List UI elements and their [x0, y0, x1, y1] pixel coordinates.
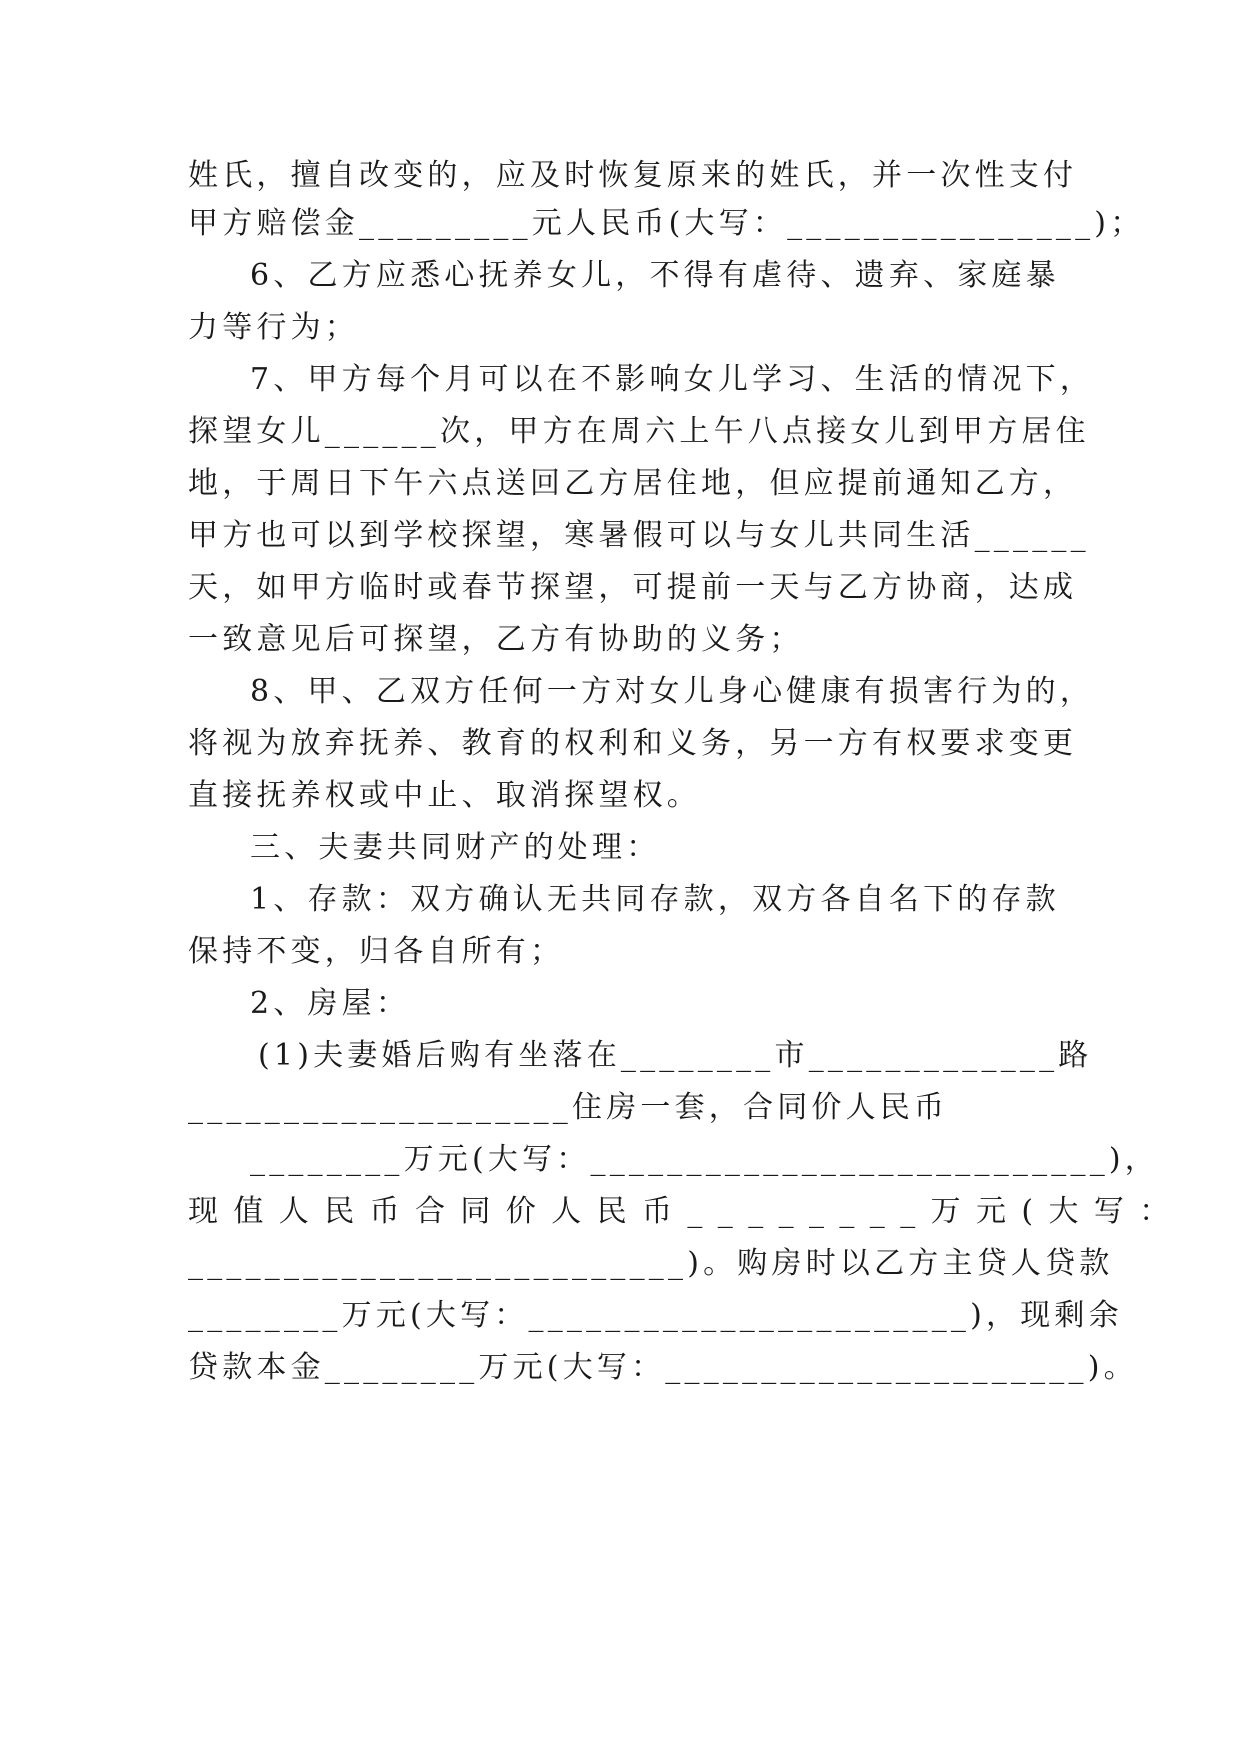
text-line: ____________________住房一套，合同价人民币: [188, 1090, 949, 1125]
text-line: ________万元(大写：___________________________)，: [250, 1142, 1160, 1177]
text-line: 甲方也可以到学校探望，寒暑假可以与女儿共同生活______: [188, 518, 1090, 553]
text-line: 8、甲、乙双方任何一方对女儿身心健康有损害行为的，: [250, 674, 1095, 709]
text-line: 力等行为；: [188, 310, 359, 345]
text-line: 直接抚养权或中止、取消探望权。: [188, 778, 701, 813]
text-line: 地，于周日下午六点送回乙方居住地，但应提前通知乙方，: [188, 466, 1078, 501]
text-line: 保持不变，归各自所有；: [188, 934, 565, 969]
text-line: 探望女儿______次，甲方在周六上午八点接女儿到甲方居住: [188, 414, 1090, 449]
text-line: 7、甲方每个月可以在不影响女儿学习、生活的情况下，: [250, 362, 1095, 397]
text-line: (1)夫妻婚后购有坐落在________市_____________路: [258, 1038, 1093, 1073]
text-line: ________万元(大写：_______________________)，现剩余: [188, 1298, 1123, 1333]
text-line: 天，如甲方临时或春节探望，可提前一天与乙方协商，达成: [188, 570, 1078, 605]
text-line: 甲方赔偿金_________元人民币(大写：________________)；: [188, 206, 1145, 241]
text-line: 一致意见后可探望，乙方有协助的义务；: [188, 622, 804, 657]
text-line: 将视为放弃抚养、教育的权利和义务，另一方有权要求变更: [188, 726, 1078, 761]
text-line: 6、乙方应悉心抚养女儿，不得有虐待、遗弃、家庭暴: [250, 258, 1060, 293]
text-line: 姓氏，擅自改变的，应及时恢复原来的姓氏，并一次性支付: [188, 158, 1078, 193]
text-line: 1、存款：双方确认无共同存款，双方各自名下的存款: [250, 882, 1060, 917]
text-line: __________________________)。购房时以乙方主贷人贷款: [188, 1246, 1114, 1281]
text-line: 现值人民币合同价人民币________万元(大写：: [188, 1194, 1185, 1229]
text-line: 2、房屋：: [250, 986, 411, 1021]
text-line: 贷款本金________万元(大写：______________________)。: [188, 1350, 1138, 1385]
section-heading: 三、夫妻共同财产的处理：: [250, 830, 661, 865]
